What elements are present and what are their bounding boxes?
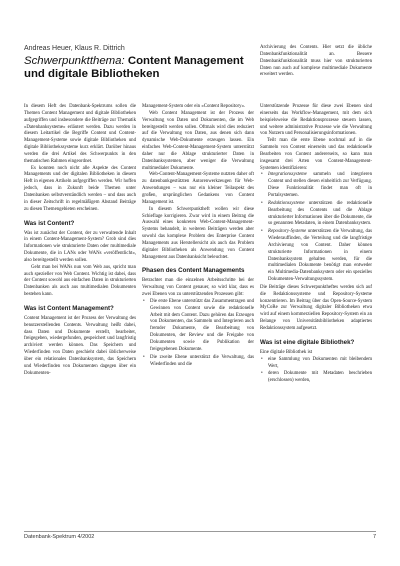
term: Integrationssysteme xyxy=(268,172,307,178)
list-item: • Die erste Ebene unterstützt das Zusammentragen und Gewinnen von Content sowie die redaktionelle Arbeit mit dem Content. Dazu gehören das Erzeugen von Dokumenten, das Sammeln und Integrieren auch fremder Dokumente, die Bearbeitung von Dokumenten, der Review und die Freigabe von Dokumenten sowie die Publikation der freigegebenen Dokumente. xyxy=(142,299,254,354)
title-main: Content Management und digitale Bibliotheken xyxy=(24,55,244,80)
list-item-text: unterstützen die redaktionelle Bearbeitung des Contents und die Ablage strukturierter Informationen über die Dokumente, die so genannten Metadaten, in einem Datenbanksystem. xyxy=(268,200,372,227)
list-item-text: sammeln und integrieren Content und stellen diesen einheitlich zur Verfügung. Diese Funktionalität findet man oft in Portalsystemen. xyxy=(268,172,372,198)
paragraph: Management-System oder ein »Content Repository«. xyxy=(142,104,246,109)
intro-paragraph: Es konnten noch nicht alle Aspekte des Content Managements und der digitalen Bibliotheken in diesem Heft in eigenen Artikeln aufgegriffen werden. Wir hoffen jedoch, dass in Zukunft beide Themen unter Datenbanken selbstverständlich werden – und dass auch in dieser Zeitschrift in regelmäßigem Abstand Beiträge zu diesen Themengebieten erscheinen. xyxy=(24,165,136,212)
column-right xyxy=(260,104,372,386)
section-heading-phases: Phasen des Content Managements xyxy=(142,267,245,275)
paragraph: Die Beiträge dieses Schwerpunktheftes werden sich auf die Redaktionssysteme und Repository-Systeme konzentrieren. Im Beitrag über das Open-Source-System MyCoRe zur Verwaltung digitaler Bibliotheken etwa wird auf einem kommerziellen Repository-System ein an Belange von Universitätsbibliotheken adaptiertes Redaktionssystem aufgesetzt. xyxy=(260,284,372,331)
intro-paragraph: In diesem Heft des Datenbank-Spektrums sollen die Themen Content Management und digitale Bibliotheken aufgegriffen und insbesondere die Beiträge zur Thematik »Datenbanksysteme« erläutert werden. Dazu werden in diesem Leitartikel die Begriffe Content und Content-Management-Systeme sowie digitale Bibliotheken und digitale Bibliothekssysteme kurz erklärt. Darüber hinaus werden die drei Artikel des Schwerpunkts in den thematischen Rahmen eingeordnet. xyxy=(24,104,136,164)
list-item: • eine Sammlung von Dokumenten mit bleibendem Wert, xyxy=(260,357,372,371)
term: Repository-Systeme xyxy=(268,229,307,235)
paragraph: Teilt man die erste Ebene nochmal auf in die Sammeln von Content einerseits und das redaktionelle Bearbeiten von Content andererseits, so kann man insgesamt drei Arten von Content-Management-Systemen identifizieren: xyxy=(260,138,372,171)
list-item: • deren Dokumente mit Metadaten beschrieben (erschlossen) werden, xyxy=(260,371,372,385)
term: Redaktionssysteme xyxy=(268,200,305,206)
paragraph: Unterstützende Prozesse für diese zwei Ebenen sind einerseits das Workflow-Management, mit dem sich beispielsweise die Redaktionsprozesse steuern lassen, und weitere administrative Prozesse wie die Verwaltung von Nutzern und Personalisierungsinformationen. xyxy=(260,104,372,137)
section-heading-content: Was ist Content? xyxy=(24,219,75,227)
footer-journal: Datenbank-Spektrum 4/2002 xyxy=(24,534,95,540)
paragraph: Betrachtet man die einzelnen Arbeitsschritte bei der Verwaltung von Content genauer, so wird klar, dass es zwei Ebenen von zu unterstützenden Prozessen gibt: xyxy=(142,278,254,298)
list-item xyxy=(260,201,372,228)
paragraph: Geht man bei WANs nun vom Web aus, spricht man auch spezieller von Web Content. Wichtig ist dabei, dass der Content sowohl aus einfachen Daten in strukturierten Datenbanken als auch aus multimedialen Dokumenten bestehen kann. xyxy=(24,264,136,298)
column-middle xyxy=(142,104,254,369)
article-title xyxy=(24,55,249,81)
paragraph: Web-Content-Management-Systeme nutzten daher oft zu datenbankgestützten Autorenwerkzeugen für Web-Anwendungen – was nur ein kleiner Teilaspekt des großen, ursprünglichen Gedankens von Content Management ist. xyxy=(142,172,254,205)
title-rubric: Schwerpunktthema: xyxy=(24,55,125,67)
paragraph: Eine digitale Bibliothek ist xyxy=(260,349,313,355)
top-right-paragraph xyxy=(260,45,372,79)
list-item: • Die zweite Ebene unterstützt die Verwaltung, das Wiederfinden und die xyxy=(142,355,254,369)
paragraph: Was ist zunächst der Content, der zu verwaltende Inhalt in einem Content-Management-System? Grob sind dies Informationen wie strukturierte Daten oder multimediale Dokumente, die in LANs oder WANs »veröffentlicht«, also bereitgestellt werden sollen. xyxy=(24,230,136,263)
column-left xyxy=(24,104,136,378)
list-item-text: unterstützen die Verwaltung, das Wiederauffinden, die Verteilung und die langfristige Archivierung von Content. Daher können strukturierte Informationen in einem Datenbanksystem gehalten werden, für die multimedialen Dokumente benötigt man entweder ein Multimedia-Datenbanksystem oder ein spezielles Dokumenten-Verwaltungssystem. xyxy=(268,229,372,283)
paragraph: Archivierung des Contents. Hier setzt die übliche Datenbankfunktionalität an. Bessere Datenbankfunktionalität muss hier von strukturierten Daten nun auch auf komplexe multimediale Dokumente erweitert werden. xyxy=(260,45,372,78)
list-item xyxy=(260,172,372,199)
bullet-list xyxy=(142,299,254,368)
author-line: Andreas Heuer, Klaus R. Dittrich xyxy=(24,45,125,52)
paragraph: In diesem Schwerpunktheft wollen wir diese Schieflage korrigieren. Zwar wird in einem Beitrag die Auswahl eines konkreten Web-Content-Management-Systems behandelt, in weiteren Beiträgen werden aber sowohl das komplexe Problem des Enterprise Content Managements aus Herstellersicht als auch das Problem digitaler Bibliotheken als Anwendung von Content Management aus Datenbanksicht beleuchtet. xyxy=(142,206,254,260)
section-heading-digital-library: Was ist eine digitale Bibliothek? xyxy=(260,338,355,346)
paragraph: Web Content Management ist der Prozess der Verwaltung von Daten und Dokumenten, die im Web bereitgestellt werden sollen. Oftmals wird dies reduziert auf die Verwaltung von Daten, aus denen sich dann dynamische Web-Dokumente erzeugen lassen. Ein einfaches Web-Content-Management-System unterstützt daher nur die Ablage strukturierter Daten in Datenbanksystemen, aber weniger die Verwaltung multimedialer Dokumente. xyxy=(142,110,254,171)
section-heading-content-management: Was ist Content Management? xyxy=(24,304,114,312)
paragraph: Content Management ist der Prozess der Verwaltung des benutzerstellenden Contents. Verwaltung heißt dabei, dass Daten und Dokumente erstellt, bearbeitet, freigegeben, wiedergefunden, gespeichert und langfristig archiviert werden können. Das Speichern und Wiederfinden von Daten geschieht dabei üblicherweise über ein relationales Datenbanksystem, das Speichern und Wiederfinden von Dokumenten dagegen über ein Dokumenten- xyxy=(24,315,136,376)
page-number: 7 xyxy=(372,534,376,540)
bullet-list xyxy=(260,357,372,385)
bullet-list xyxy=(260,172,372,284)
list-item xyxy=(260,229,372,284)
footer-divider xyxy=(24,531,376,532)
